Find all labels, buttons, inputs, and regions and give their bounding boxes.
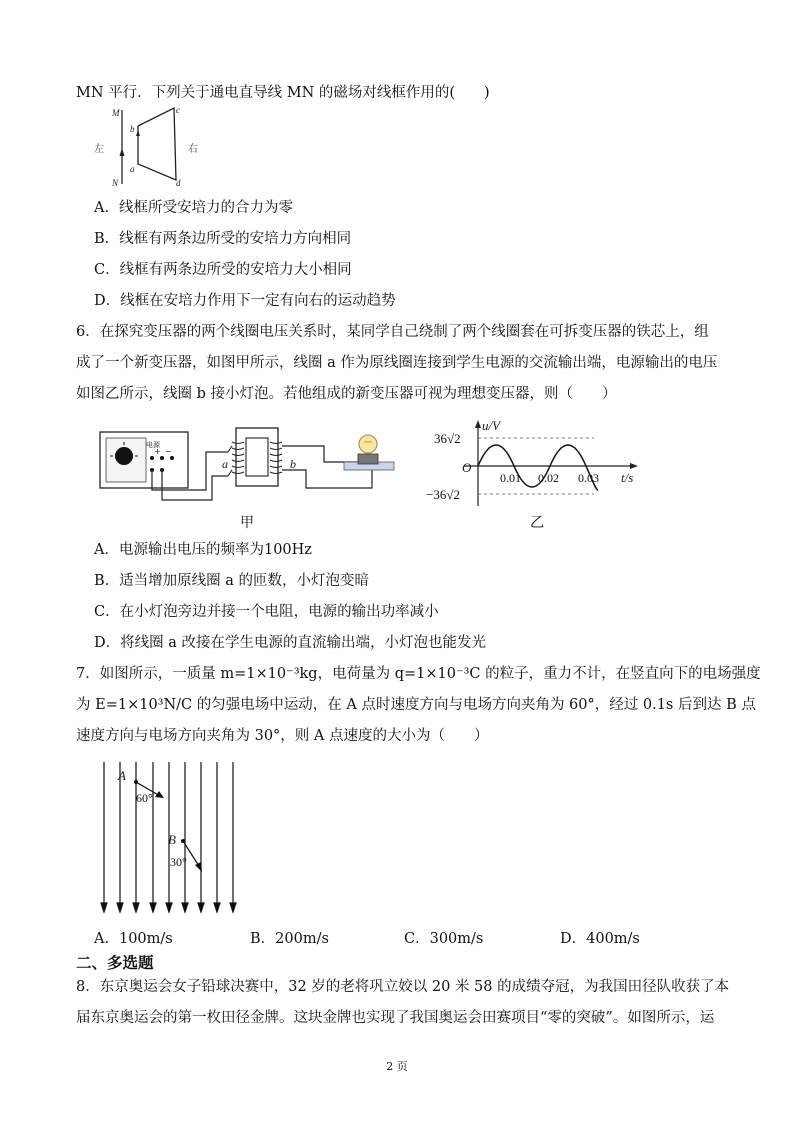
y-axis-label: u/V xyxy=(482,418,501,433)
q7-stem-line-2: 为 E=1×10³N/C 的匀强电场中运动，在 A 点时速度方向与电场方向夹角为 60°，经过 0.1s 后到达 B 点 xyxy=(76,697,756,713)
label-left: 左 xyxy=(94,144,104,155)
svg-text:+: + xyxy=(154,447,161,456)
label-n: N xyxy=(112,178,119,188)
q6-option-b: B．适当增加原线圈 a 的匝数，小灯泡变暗 xyxy=(94,573,370,589)
q8-stem-line-2: 届东京奥运会的第一枚田径金牌。这块金牌也实现了我国奥运会田赛项目“零的突破”。如图所示，运 xyxy=(76,1010,715,1026)
x-tick-1: 0.01 xyxy=(500,471,521,485)
q7-figure xyxy=(96,760,246,918)
fig-jia-caption: 甲 xyxy=(240,515,254,531)
q6-option-c: C．在小灯泡旁边并接一个电阻，电源的输出功率减小 xyxy=(94,604,439,620)
page-number: 2 页 xyxy=(386,1060,408,1073)
label-d: d xyxy=(176,178,181,188)
x-axis-label: t/s xyxy=(621,470,634,485)
q7-option-a: A．100m/s xyxy=(94,931,173,947)
section-title: 二、多选题 xyxy=(76,954,154,972)
label-b: b xyxy=(130,124,135,134)
q6-stem-line-1: 6．在探究变压器的两个线圈电压关系时，某同学自己绕制了两个线圈套在可拆变压器的铁芯上，组 xyxy=(76,324,709,340)
knob-icon xyxy=(115,447,133,465)
q7-stem-line-1: 7．如图所示，一质量 m=1×10⁻³kg，电荷量为 q=1×10⁻³C 的粒子，重力不计，在竖直向下的电场强度 xyxy=(76,666,761,682)
q6-stem-line-2: 成了一个新变压器，如图甲所示，线圈 a 作为原线圈连接到学生电源的交流输出端，电源输出的电压 xyxy=(76,355,718,371)
y-neg-label: −36√2 xyxy=(426,487,460,502)
label-a: a xyxy=(130,164,135,174)
label-m: M xyxy=(112,108,120,118)
light-bulb-icon xyxy=(359,435,377,453)
q7-option-c: C．300m/s xyxy=(404,931,484,947)
origin-label: O xyxy=(462,460,472,475)
q7-stem-line-3: 速度方向与电场方向夹角为 30°，则 A 点速度的大小为（ ） xyxy=(76,728,489,744)
q5-figure xyxy=(90,104,210,190)
label-right: 右 xyxy=(188,144,198,155)
x-tick-2: 0.02 xyxy=(538,471,559,485)
q6-stem-line-3: 如图乙所示，线圈 b 接小灯泡。若他组成的新变压器可视为理想变压器，则（ ） xyxy=(76,386,617,402)
q5-option-a: A．线框所受安培力的合力为零 xyxy=(94,200,293,216)
q5-stem-tail: MN 平行．下列关于通电直导线 MN 的磁场对线框作用的( ) xyxy=(76,85,490,101)
q5-option-c: C．线框有两条边所受的安培力大小相同 xyxy=(94,262,352,278)
q7-option-b: B．200m/s xyxy=(250,931,329,947)
angle-60-label: 60° xyxy=(136,791,153,805)
x-tick-3: 0.03 xyxy=(578,471,599,485)
q6-option-a: A．电源输出电压的频率为100Hz xyxy=(94,542,312,558)
fig-yi-caption: 乙 xyxy=(530,515,544,531)
svg-text:−: − xyxy=(165,447,172,456)
y-pos-label: 36√2 xyxy=(434,431,461,446)
q5-option-b: B．线框有两条边所受的安培力方向相同 xyxy=(94,231,352,247)
q7-option-d: D．400m/s xyxy=(560,931,640,947)
coil-b-label: b xyxy=(290,457,296,471)
q5-option-d: D．线框在安培力作用下一定有向右的运动趋势 xyxy=(94,293,396,309)
q6-option-d: D．将线圈 a 改接在学生电源的直流输出端，小灯泡也能发光 xyxy=(94,635,486,651)
point-a-label: A xyxy=(118,768,126,783)
power-supply-label: 电源 xyxy=(146,441,160,449)
point-b-label: B xyxy=(168,832,176,847)
coil-a-label: a xyxy=(222,457,228,471)
label-c: c xyxy=(176,105,180,115)
angle-30-label: 30° xyxy=(170,855,187,869)
q8-stem-line-1: 8．东京奥运会女子铅球决赛中，32 岁的老将巩立姣以 20 米 58 的成绩夺冠，为我国田径队收获了本 xyxy=(76,979,730,995)
q6-figure-yi xyxy=(424,418,654,514)
